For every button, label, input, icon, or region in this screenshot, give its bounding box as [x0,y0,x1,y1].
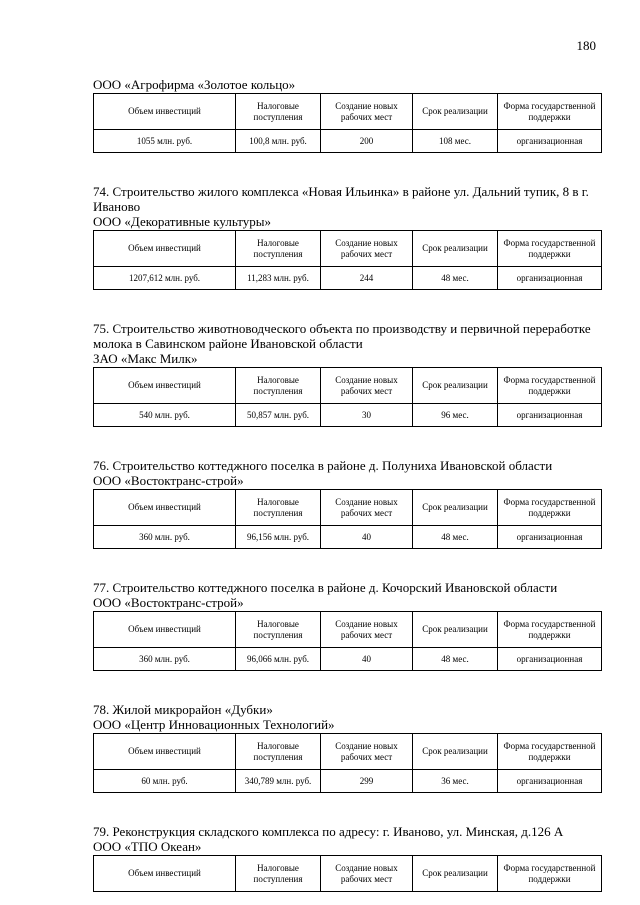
project-title: 76. Строительство коттеджного поселка в районе д. Полуниха Ивановской области [93,458,553,473]
project-title: 77. Строительство коттеджного поселка в районе д. Кочорский Ивановской области [93,580,558,595]
company-name: ООО «Декоративные культуры» [93,214,272,229]
header-investment: Объем инвестиций [94,856,236,892]
cell-term: 96 мес. [413,404,498,427]
header-term: Срок реализации [413,856,498,892]
header-jobs: Создание новых рабочих мест [321,734,413,770]
cell-investment: 360 млн. руб. [94,526,236,549]
table-header-row [94,231,602,267]
table-header-row [94,368,602,404]
cell-tax: 11,283 млн. руб. [236,267,321,290]
cell-tax: 100,8 млн. руб. [236,130,321,153]
header-support: Форма государственной поддержки [498,734,602,770]
project-entry [93,702,601,793]
header-jobs: Создание новых рабочих мест [321,612,413,648]
header-support: Форма государственной поддержки [498,368,602,404]
header-tax: Налоговые поступления [236,490,321,526]
investment-table [93,230,602,290]
cell-investment: 60 млн. руб. [94,770,236,793]
header-support: Форма государственной поддержки [498,94,602,130]
table-header-row [94,856,602,892]
cell-tax: 96,066 млн. руб. [236,648,321,671]
cell-term: 108 мес. [413,130,498,153]
header-investment: Объем инвестиций [94,490,236,526]
cell-term: 48 мес. [413,526,498,549]
header-term: Срок реализации [413,612,498,648]
table-row [94,130,602,153]
cell-investment: 1207,612 млн. руб. [94,267,236,290]
header-investment: Объем инвестиций [94,368,236,404]
investment-table [93,93,602,153]
company-name: ООО «Востоктранс-строй» [93,473,244,488]
header-jobs: Создание новых рабочих мест [321,368,413,404]
cell-jobs: 244 [321,267,413,290]
header-tax: Налоговые поступления [236,231,321,267]
investment-table [93,855,602,892]
cell-jobs: 200 [321,130,413,153]
cell-jobs: 40 [321,648,413,671]
header-term: Срок реализации [413,368,498,404]
cell-investment: 360 млн. руб. [94,648,236,671]
project-entry [93,77,601,153]
header-support: Форма государственной поддержки [498,490,602,526]
table-header-row [94,734,602,770]
table-header-row [94,490,602,526]
cell-jobs: 30 [321,404,413,427]
investment-table [93,733,602,793]
company-name: ООО «Центр Инновационных Технологий» [93,717,335,732]
header-term: Срок реализации [413,94,498,130]
cell-support: организационная [498,648,602,671]
company-name: ООО «Агрофирма «Золотое кольцо» [93,77,296,92]
investment-table [93,611,602,671]
header-jobs: Создание новых рабочих мест [321,231,413,267]
cell-jobs: 40 [321,526,413,549]
cell-tax: 96,156 млн. руб. [236,526,321,549]
project-entry [93,580,601,671]
cell-support: организационная [498,526,602,549]
cell-support: организационная [498,267,602,290]
project-title: 75. Строительство животноводческого объекта по производству и первичной переработке молока в Савинском районе Ивановской области [93,321,591,351]
table-row [94,526,602,549]
project-title: 79. Реконструкция складского комплекса по адресу: г. Иваново, ул. Минская, д.126 А [93,824,564,839]
header-term: Срок реализации [413,734,498,770]
cell-support: организационная [498,130,602,153]
project-entry [93,458,601,549]
table-header-row [94,94,602,130]
header-tax: Налоговые поступления [236,734,321,770]
header-support: Форма государственной поддержки [498,856,602,892]
document-body [93,77,601,901]
header-investment: Объем инвестиций [94,734,236,770]
cell-term: 48 мес. [413,267,498,290]
cell-support: организационная [498,404,602,427]
header-tax: Налоговые поступления [236,94,321,130]
header-tax: Налоговые поступления [236,368,321,404]
investment-table [93,489,602,549]
company-name: ООО «Востоктранс-строй» [93,595,244,610]
header-investment: Объем инвестиций [94,94,236,130]
company-name: ООО «ТПО Океан» [93,839,202,854]
cell-term: 48 мес. [413,648,498,671]
header-support: Форма государственной поддержки [498,231,602,267]
table-row [94,770,602,793]
header-support: Форма государственной поддержки [498,612,602,648]
cell-jobs: 299 [321,770,413,793]
cell-investment: 540 млн. руб. [94,404,236,427]
table-row [94,404,602,427]
header-jobs: Создание новых рабочих мест [321,94,413,130]
header-term: Срок реализации [413,231,498,267]
cell-support: организационная [498,770,602,793]
cell-investment: 1055 млн. руб. [94,130,236,153]
project-entry [93,321,601,427]
project-title: 78. Жилой микрорайон «Дубки» [93,702,273,717]
project-title: 74. Строительство жилого комплекса «Новая Ильинка» в районе ул. Дальний тупик, 8 в г. Иваново [93,184,589,214]
table-header-row [94,612,602,648]
page-number: 180 [576,38,596,53]
header-jobs: Создание новых рабочих мест [321,856,413,892]
cell-tax: 340,789 млн. руб. [236,770,321,793]
header-investment: Объем инвестиций [94,231,236,267]
header-tax: Налоговые поступления [236,856,321,892]
investment-table [93,367,602,427]
project-entry [93,824,601,892]
header-tax: Налоговые поступления [236,612,321,648]
table-row [94,648,602,671]
cell-tax: 50,857 млн. руб. [236,404,321,427]
project-entry [93,184,601,290]
company-name: ЗАО «Макс Милк» [93,351,198,366]
header-jobs: Создание новых рабочих мест [321,490,413,526]
table-row [94,267,602,290]
header-term: Срок реализации [413,490,498,526]
header-investment: Объем инвестиций [94,612,236,648]
cell-term: 36 мес. [413,770,498,793]
